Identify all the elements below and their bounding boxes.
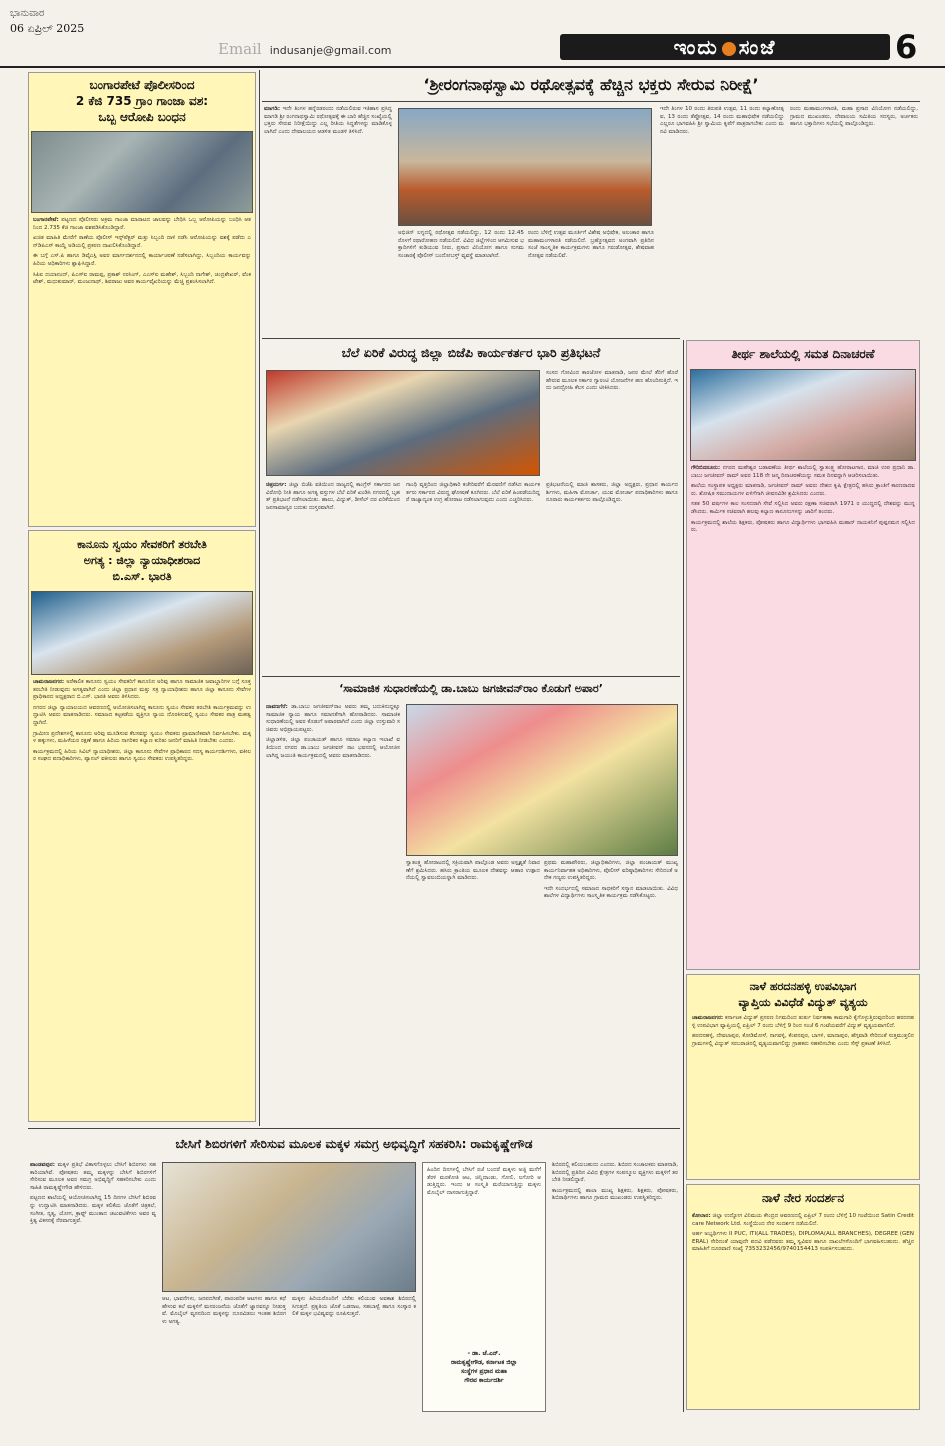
bjp-dateline: ಚಿತ್ರದುರ್ಗ:: [266, 482, 287, 488]
power-cut-body: ಚಾಮರಾಜನಗರ: ಕರ್ನಾಟಕ ವಿದ್ಯುತ್ ಪ್ರಸರಣ ನಿಗಮದಿಂದ ತುರ್ತು ನಿರ್ವಹಣಾ ಕಾಮಗಾರಿ ಕೈಗೊಳ್ಳುತ್ತಿರುವುದರಿಂದ ಹರದನಹಳ್ಳಿ ಉಪವಿಭಾಗ ವ್ಯಾಪ್ತಿಯಲ್ಲಿ ಏಪ್ರಿಲ್ 7 ರಂದು ಬೆಳಿಗ್ಗೆ 9 ರಿಂದ ಸಂಜೆ 6 ಗಂಟೆಯವರೆಗೆ ವಿದ್ಯುತ್ ವ್ಯತ್ಯಯವಾಗಲಿದೆ. ಹರದನಹಳ್ಳಿ, ದೇವಲಾಪುರ, ಕೋಡಿಮೋಳೆ, ನಾಗವಳ್ಳಿ, ಕೆಂಪನಪುರ, ಬಾಗಳಿ, ಮಾದಾಪುರ, ಹೆಗ್ಗವಾಡಿ ಸೇರಿದಂತೆ ಸುತ್ತಮುತ್ತಲಿನ ಗ್ರಾಮಗಳಲ್ಲಿ ವಿದ್ಯುತ್ ಸರಬರಾಜಿನಲ್ಲಿ ವ್ಯತ್ಯಯವಾಗಲಿದ್ದು ಗ್ರಾಹಕರು ಸಹಕರಿಸಬೇಕು ಎಂದು ಸೆಸ್ಕ್ ಪ್ರಕಟಣೆ ತಿಳಿಸಿದೆ.: [692, 1015, 915, 1047]
summer-col-2: ಆಟ, ಭಾವನೆಗಳು, ಜನಪದಗೀತೆ, ಪಾರಂಪರಿಕ ಆಟಗಳು ಹಾಗೂ ಕಥೆ ಹೇಳುವ ಕಲೆ ಮಕ್ಕಳಿಗೆ ಮನರಂಜನೆಯ ಜೊತೆಗೆ ಜ್ಞಾನವನ್ನೂ ನೀಡುತ್ತವೆ. ಮೊಬೈಲ್ ವ್ಯಸನದಿಂದ ಮಕ್ಕಳನ್ನು ದೂರವಿಡಲು ಇಂತಹ ಶಿಬಿರಗಳು ಅಗತ್ಯ.: [162, 1296, 286, 1325]
masthead-dateline: [10, 8, 210, 36]
article-bangarpet: [28, 72, 256, 527]
article-legal-training: [28, 530, 256, 1122]
bangarpet-body: ಬಂಗಾರಪೇಟೆ: ಪಟ್ಟಣದ ಪೊಲೀಸರು ಅಕ್ರಮ ಗಾಂಜಾ ಮಾರಾಟದ ಜಾಲವನ್ನು ಬೇಧಿಸಿ ಒಬ್ಬ ಆರೋಪಿಯನ್ನು ಬಂಧಿಸಿ ಆತನಿಂದ 2.735 ಕೆಜಿ ಗಾಂಜಾ ವಶಪಡಿಸಿಕೊಂಡಿದ್ದಾರೆ. ಖಚಿತ ಮಾಹಿತಿ ಮೇರೆಗೆ ಠಾಣೆಯ ಪೊಲೀಸ್ ಇನ್ಸ್‌ಪೆಕ್ಟರ್ ಮತ್ತು ಸಿಬ್ಬಂದಿ ದಾಳಿ ನಡೆಸಿ ಆರೋಪಿಯನ್ನು ವಶಕ್ಕೆ ಪಡೆದು ಎನ್‌ಡಿಪಿಎಸ್ ಕಾಯ್ದೆ ಅಡಿಯಲ್ಲಿ ಪ್ರಕರಣ ದಾಖಲಿಸಿಕೊಂಡಿದ್ದಾರೆ. ಈ ಬಗ್ಗೆ ಎಸ್.ಪಿ ಹಾಗೂ ಡಿವೈಎಸ್ಪಿ ಅವರ ಮಾರ್ಗದರ್ಶನದಲ್ಲಿ ಕಾರ್ಯಾಚರಣೆ ನಡೆಸಲಾಗಿದ್ದು, ಸಿಬ್ಬಂದಿಯ ಕಾರ್ಯವನ್ನು ಹಿರಿಯ ಅಧಿಕಾರಿಗಳು ಶ್ಲಾಘಿಸಿದ್ದಾರೆ. ಸಿಪಿಐ ದಯಾನಂದ್, ಪಿಎಸ್ಐ ರಾಮಪ್ಪ, ಪ್ರಕಾಶ್ ನರಸಿಂಗ್, ಎಎಸ್ಐ ಮಹೇಶ್, ಸಿಬ್ಬಂದಿ ನಾಗೇಶ್, ಚಂದ್ರಶೇಖರ್, ವೆಂಕಟೇಶ್, ಮಧುಕುಮಾರ್, ಮಂಜುನಾಥ್, ಶಿವರಾಜು ಅವರ ಕಾರ್ಯವೈಖರಿಯನ್ನು ಮೆಚ್ಚಿ ಪ್ರಶಂಸಿಸಲಾಗಿದೆ.: [33, 217, 251, 286]
srirangapatna-col-4: ಇದೇ ತಿಂಗಳ 10 ರಂದು ತಿರುಪತಿ ಉತ್ಸವ, 11 ರಂದು ಕಲ್ಯಾಣೋತ್ಸವ, 13 ರಂದು ತೆಪ್ಪೋತ್ಸವ, 14 ರಂದು ಮಹಾಭಿಷೇಕ ನಡೆಯಲಿದ್ದು ಎಲ್ಲರೂ ಭಾಗವಹಿಸಿ ಶ್ರೀ ಸ್ವಾಮಿಯ ಕೃಪೆಗೆ ಪಾತ್ರರಾಗಬೇಕು ಎಂದು ಮನವಿ ಮಾಡಿದರು.: [660, 106, 784, 135]
theertha-headline: ತೀರ್ಥ ಶಾಲೆಯಲ್ಲಿ ಸಮತ ದಿನಾಚರಣೆ: [731, 347, 875, 361]
bangarpet-police-photo: [31, 131, 253, 213]
headline-underline: [262, 101, 920, 102]
summer-col-1: ಪಾಂಡವಪುರ: ಮಕ್ಕಳ ಪ್ರತಿಭೆ ವಿಕಾಸಗೊಳ್ಳಲು ಬೇಸಿಗೆ ಶಿಬಿರಗಳು ಸಹಕಾರಿಯಾಗಿವೆ. ಪೋಷಕರು ತಮ್ಮ ಮಕ್ಕಳನ್ನು ಬೇಸಿಗೆ ಶಿಬಿರಗಳಿಗೆ ಸೇರಿಸುವ ಮೂಲಕ ಅವರ ಸಮಗ್ರ ಅಭಿವೃದ್ಧಿಗೆ ಸಹಕರಿಸಬೇಕು ಎಂದು ಸಾಹಿತಿ ರಾಮಕೃಷ್ಣೇಗೌಡ ಹೇಳಿದರು. ಪಟ್ಟಣದ ಶಾಲೆಯಲ್ಲಿ ಆಯೋಜಿಸಲಾಗಿದ್ದ 15 ದಿನಗಳ ಬೇಸಿಗೆ ಶಿಬಿರವನ್ನು ಉದ್ಘಾಟಿಸಿ ಮಾತನಾಡಿದರು. ಮಕ್ಕಳ ಕಲಿಕೆಯ ಜೊತೆಗೆ ಚಿತ್ರಕಲೆ, ಸಂಗೀತ, ನೃತ್ಯ, ಯೋಗ, ಕ್ರಾಫ್ಟ್ ಮುಂತಾದ ಚಟುವಟಿಕೆಗಳು ಅವರ ವ್ಯಕ್ತಿತ್ವ ವಿಕಸನಕ್ಕೆ ನೆರವಾಗುತ್ತವೆ.: [30, 1162, 156, 1225]
legal-body: ಚಾಮರಾಜನಗರ: ಅರೆಕಾಲಿಕ ಕಾನೂನು ಸ್ವಯಂ ಸೇವಕರಿಗೆ ಕಾನೂನಿನ ಅರಿವು ಹಾಗೂ ಸಾಮಾಜಿಕ ಜವಾಬ್ದಾರಿಗಳ ಬಗ್ಗೆ ಸೂಕ್ತ ತರಬೇತಿ ನೀಡುವುದು ಅಗತ್ಯವಾಗಿದೆ ಎಂದು ಜಿಲ್ಲಾ ಪ್ರಧಾನ ಮತ್ತು ಸತ್ರ ನ್ಯಾಯಾಧೀಶರು ಹಾಗೂ ಜಿಲ್ಲಾ ಕಾನೂನು ಸೇವೆಗಳ ಪ್ರಾಧಿಕಾರದ ಅಧ್ಯಕ್ಷರಾದ ಬಿ.ಎಸ್. ಭಾರತಿ ಅವರು ತಿಳಿಸಿದರು. ನಗರದ ಜಿಲ್ಲಾ ನ್ಯಾಯಾಲಯದ ಆವರಣದಲ್ಲಿ ಆಯೋಜಿಸಲಾಗಿದ್ದ ಕಾನೂನು ಸ್ವಯಂ ಸೇವಕರ ತರಬೇತಿ ಕಾರ್ಯಕ್ರಮವನ್ನು ಉದ್ಘಾಟಿಸಿ ಅವರು ಮಾತನಾಡಿದರು. ಸಮಾಜದ ಕಟ್ಟಕಡೆಯ ವ್ಯಕ್ತಿಗೂ ನ್ಯಾಯ ದೊರಕಿಸುವಲ್ಲಿ ಸ್ವಯಂ ಸೇವಕರ ಪಾತ್ರ ಮಹತ್ವದ್ದಾಗಿದೆ. ಗ್ರಾಮೀಣ ಪ್ರದೇಶಗಳಲ್ಲಿ ಕಾನೂನು ಅರಿವು ಮೂಡಿಸುವ ಕೆಲಸವನ್ನು ಸ್ವಯಂ ಸೇವಕರು ಪ್ರಾಮಾಣಿಕವಾಗಿ ನಿರ್ವಹಿಸಬೇಕು. ಮಕ್ಕಳ ಹಕ್ಕುಗಳು, ಮಹಿಳೆಯರ ರಕ್ಷಣೆ ಹಾಗೂ ಹಿರಿಯ ನಾಗರಿಕರ ಕಲ್ಯಾಣ ಕುರಿತು ಜನರಿಗೆ ಮಾಹಿತಿ ನೀಡಬೇಕು ಎಂದರು. ಕಾರ್ಯಕ್ರಮದಲ್ಲಿ ಹಿರಿಯ ಸಿವಿಲ್ ನ್ಯಾಯಾಧೀಶರು, ಜಿಲ್ಲಾ ಕಾನೂನು ಸೇವೆಗಳ ಪ್ರಾಧಿಕಾರದ ಸದಸ್ಯ ಕಾರ್ಯದರ್ಶಿಗಳು, ವಕೀಲರ ಸಂಘದ ಪದಾಧಿಕಾರಿಗಳು, ಪ್ಯಾನಲ್ ವಕೀಲರು ಹಾಗೂ ಸ್ವಯಂ ಸೇವಕರು ಉಪಸ್ಥಿತರಿದ್ದರು.: [33, 679, 251, 763]
rathotsava-photo: [398, 108, 652, 226]
column-divider: [683, 340, 684, 1412]
interview-headline: ನಾಳೆ ನೇರ ಸಂದರ್ಶನ: [761, 1191, 845, 1205]
section-rule: [262, 676, 680, 677]
srirangapatna-col-1: ಮಾಗಡಿ: ಇದೇ ತಿಂಗಳ ಹನ್ನೆರಡರಂದು ನಡೆಯಲಿರುವ ಇತಿಹಾಸ ಪ್ರಸಿದ್ಧ ಮಾಗಡಿ ಶ್ರೀ ರಂಗನಾಥಸ್ವಾಮಿ ರಥೋತ್ಸವಕ್ಕೆ ಈ ಬಾರಿ ಹೆಚ್ಚಿನ ಸಂಖ್ಯೆಯಲ್ಲಿ ಭಕ್ತರು ಸೇರುವ ನಿರೀಕ್ಷೆಯಿದ್ದು ಎಲ್ಲ ರೀತಿಯ ಸಿದ್ಧತೆಗಳನ್ನು ಮಾಡಿಕೊಳ್ಳಲಾಗಿದೆ ಎಂದು ದೇವಾಲಯದ ಆಡಳಿತ ಮಂಡಳಿ ತಿಳಿಸಿದೆ.: [264, 106, 392, 135]
summer-col-3: ಮಕ್ಕಳು ಹಿರಿಯರೊಂದಿಗೆ ಬೆರೆತು ಕಲಿಯುವ ಅವಕಾಶ ಶಿಬಿರದಲ್ಲಿ ಸಿಗುತ್ತದೆ. ಪ್ರಕೃತಿಯ ಜೊತೆ ಒಡನಾಟ, ಸಹಬಾಳ್ವೆ ಹಾಗೂ ಸಂಸ್ಕಾರ ಕಲಿಕೆ ಮಕ್ಕಳ ಭವಿಷ್ಯವನ್ನು ರೂಪಿಸುತ್ತದೆ.: [292, 1296, 416, 1318]
article-theertha: [686, 340, 920, 970]
bangarpet-headline-3: ಒಬ್ಬ ಆರೋಪಿ ಬಂಧನ: [98, 110, 186, 124]
section-rule: [262, 338, 680, 339]
logo-word-left: ಇಂದು: [673, 35, 719, 59]
email-line: [218, 40, 392, 58]
logo-word-right: ಸಂಜೆ: [738, 35, 777, 59]
section-rule: [28, 1128, 680, 1129]
srirangapatna-col-2: ಅಭಿಜಿನ್ ಲಗ್ನದಲ್ಲಿ ರಥೋತ್ಸವ ನಡೆಯಲಿದ್ದು, 12 ರಂದು 12.45 ರೊಳಗೆ ರಥಾರೋಹಣ ನಡೆಯಲಿದೆ. ವಿವಿಧ ಜಿಲ್ಲೆಗಳಿಂದ ಆಗಮಿಸುವ ಭಕ್ತಾದಿಗಳಿಗೆ ಕುಡಿಯುವ ನೀರು, ಪ್ರಸಾದ ವಿನಿಯೋಗ ಹಾಗೂ ಸುಗಮ ಸಂಚಾರಕ್ಕೆ ಪೊಲೀಸ್ ಬಂದೋಬಸ್ತ್ ವ್ಯವಸ್ಥೆ ಮಾಡಲಾಗಿದೆ.: [398, 230, 524, 259]
jagjivan-dateline: ದಾವಣಗೆರೆ:: [266, 704, 288, 710]
issue-date: 06 ಏಪ್ರಿಲ್ 2025: [10, 22, 85, 35]
column-divider: [259, 70, 260, 1126]
interview-dateline: ಕೋಲಾರ:: [692, 1213, 711, 1219]
legal-dateline: ಚಾಮರಾಜನಗರ:: [33, 679, 65, 685]
power-cut-headline-2: ವ್ಯಾಪ್ತಿಯ ವಿವಿಧೆಡೆ ವಿದ್ಯುತ್ ವ್ಯತ್ಯಯ: [738, 996, 868, 1009]
bangarpet-headline-2: 2 ಕೆಜಿ 735 ಗ್ರಾಂ ಗಾಂಜಾ ವಶ:: [75, 94, 209, 108]
bjp-col-3: ಪ್ರತಿಭಟನೆಯಲ್ಲಿ ಮಾಜಿ ಶಾಸಕರು, ಜಿಲ್ಲಾ ಅಧ್ಯಕ್ಷರು, ಪ್ರಧಾನ ಕಾರ್ಯದರ್ಶಿಗಳು, ಮಹಿಳಾ ಮೋರ್ಚಾ, ಯುವ ಮೋರ್ಚಾ ಪದಾಧಿಕಾರಿಗಳು ಹಾಗೂ ನೂರಾರು ಕಾರ್ಯಕರ್ತರು ಪಾಲ್ಗೊಂಡಿದ್ದರು.: [546, 482, 678, 504]
summer-camp-photo: [162, 1162, 416, 1292]
jagjivan-col-3: ಪ್ರಥಮ ಮಹಾಪೌರರು, ಜಿಲ್ಲಾಧಿಕಾರಿಗಳು, ಜಿಲ್ಲಾ ಪಂಚಾಯತ್ ಮುಖ್ಯ ಕಾರ್ಯನಿರ್ವಾಹಕ ಅಧಿಕಾರಿಗಳು, ಪೊಲೀಸ್ ವರಿಷ್ಠಾಧಿಕಾರಿಗಳು ಸೇರಿದಂತೆ ಅನೇಕ ಗಣ್ಯರು ಉಪಸ್ಥಿತರಿದ್ದರು. ಇದೇ ಸಂದರ್ಭದಲ್ಲಿ ಸಮಾಜದ ಸಾಧಕರಿಗೆ ಸನ್ಮಾನ ಮಾಡಲಾಯಿತು. ವಿವಿಧ ಶಾಲೆಗಳ ವಿದ್ಯಾರ್ಥಿಗಳು ಸಾಂಸ್ಕೃತಿಕ ಕಾರ್ಯಕ್ರಮ ನಡೆಸಿಕೊಟ್ಟರು.: [544, 860, 678, 900]
legal-headline-3: ಬಿ.ಎಸ್. ಭಾರತಿ: [112, 570, 172, 583]
bangarpet-dateline: ಬಂಗಾರಪೇಟೆ:: [33, 217, 59, 223]
bjp-protest-headline: ಬೆಲೆ ಏರಿಕೆ ವಿರುದ್ಧ ಜಿಲ್ಲಾ ಬಿಜೆಪಿ ಕಾರ್ಯಕರ್ತರ ಭಾರಿ ಪ್ರತಿಭಟನೆ: [341, 345, 601, 360]
legal-headline-1: ಕಾನೂನು ಸ್ವಯಂ ಸೇವಕರಿಗೆ ತರಬೇತಿ: [77, 538, 207, 551]
power-cut-dateline: ಚಾಮರಾಜನಗರ:: [692, 1015, 724, 1021]
bjp-col-2: ಗಾಂಧಿ ವೃತ್ತದಿಂದ ಜಿಲ್ಲಾಧಿಕಾರಿ ಕಚೇರಿವರೆಗೆ ಮೆರವಣಿಗೆ ನಡೆಸಿದ ಕಾರ್ಯಕರ್ತರು ಸರ್ಕಾರದ ವಿರುದ್ಧ ಘೋಷಣೆ ಕೂಗಿದರು. ಬೆಲೆ ಏರಿಕೆ ಹಿಂಪಡೆಯದಿದ್ದರೆ ರಾಜ್ಯಾದ್ಯಂತ ಉಗ್ರ ಹೋರಾಟ ನಡೆಸಲಾಗುವುದು ಎಂದು ಎಚ್ಚರಿಸಿದರು.: [406, 482, 540, 504]
interview-body: ಕೋಲಾರ: ಜಿಲ್ಲಾ ಉದ್ಯೋಗ ವಿನಿಮಯ ಕೇಂದ್ರದ ಆವರಣದಲ್ಲಿ ಏಪ್ರಿಲ್ 7 ರಂದು ಬೆಳಿಗ್ಗೆ 10 ಗಂಟೆಯಿಂದ Satin Creditcare Network Ltd. ಸಂಸ್ಥೆಯಿಂದ ನೇರ ಸಂದರ್ಶನ ನಡೆಯಲಿದೆ. ಅರ್ಹ ಅಭ್ಯರ್ಥಿಗಳು II PUC, ITI(ALL TRADES), DIPLOMA(ALL BRANCHES), DEGREE (GENERAL) ಸೇರಿದಂತೆ ಯಾವುದೇ ಪದವಿ ಪಡೆದವರು ತಮ್ಮ ಸ್ವವಿವರ ಹಾಗೂ ದಾಖಲೆಗಳೊಂದಿಗೆ ಭಾಗವಹಿಸಬಹುದು. ಹೆಚ್ಚಿನ ಮಾಹಿತಿಗೆ ದೂರವಾಣಿ ಸಂಖ್ಯೆ 7353232456/9740154413 ಸಂಪರ್ಕಿಸಬಹುದು.: [692, 1213, 914, 1253]
theertha-dateline: ಗೌರಿಬಿದನೂರು:: [691, 465, 721, 471]
bangarpet-headline-1: ಬಂಗಾರಪೇಟೆ ಪೊಲೀಸರಿಂದ: [89, 78, 195, 92]
email-label: Email: [218, 40, 262, 58]
issue-day: ಭಾನುವಾರ: [10, 8, 45, 19]
summer-dateline: ಪಾಂಡವಪುರ:: [30, 1162, 55, 1168]
summer-col-4: ಶಿಬಿರದಲ್ಲಿ ಕಲಿಯಬಹುದು ಎಂದರು. ಶಿಬಿರದ ಸಂಚಾಲಕರು ಮಾತನಾಡಿ, ಶಿಬಿರದಲ್ಲಿ ಪ್ರತಿದಿನ ವಿವಿಧ ಕ್ಷೇತ್ರಗಳ ಸಂಪನ್ಮೂಲ ವ್ಯಕ್ತಿಗಳು ಮಕ್ಕಳಿಗೆ ತರಬೇತಿ ನೀಡಲಿದ್ದಾರೆ. ಕಾರ್ಯಕ್ರಮದಲ್ಲಿ ಶಾಲಾ ಮುಖ್ಯ ಶಿಕ್ಷಕರು, ಶಿಕ್ಷಕರು, ಪೋಷಕರು, ಶಿಬಿರಾರ್ಥಿಗಳು ಹಾಗೂ ಗ್ರಾಮದ ಮುಖಂಡರು ಉಪಸ್ಥಿತರಿದ್ದರು.: [552, 1162, 678, 1202]
masthead-logo: [560, 34, 890, 60]
quote-author: - ಡಾ. ಜೆ.ಎನ್. ರಾಮಕೃಷ್ಣೇಗೌಡ, ಕರ್ನಾಟಕ ಜಿಲ್ಲಾ ಸಂಸ್ಥೆಗಳ ಪ್ರಧಾನ ಮಹಾ ಗೌರವ ಕಾರ್ಯದರ್ಶಿ: [450, 1350, 518, 1384]
protest-photo: [266, 370, 540, 476]
jagjivan-col-2: ಸ್ವಾತಂತ್ರ್ಯ ಹೋರಾಟದಲ್ಲಿ ಸಕ್ರಿಯವಾಗಿ ಪಾಲ್ಗೊಂಡ ಅವರು ಅಸ್ಪೃಶ್ಯತೆ ನಿವಾರಣೆಗೆ ಶ್ರಮಿಸಿದರು. ಹಸಿರು ಕ್ರಾಂತಿಯ ಮೂಲಕ ದೇಶವನ್ನು ಆಹಾರ ಉತ್ಪಾದನೆಯಲ್ಲಿ ಸ್ವಾವಲಂಬಿಯನ್ನಾಗಿ ಮಾಡಿದರು.: [406, 860, 540, 882]
article-power-cut: [686, 974, 920, 1180]
page-number: 6: [895, 28, 918, 66]
power-cut-headline-1: ನಾಳೆ ಹರದನಹಳ್ಳಿ ಉಪವಿಭಾಗ: [749, 980, 857, 993]
sun-icon: [722, 42, 736, 56]
email-address[interactable]: indusanje@gmail.com: [269, 44, 392, 57]
legal-event-photo: [31, 591, 253, 675]
srirangapatna-col-3: ರಂದು ಬೆಳಿಗ್ಗೆ ಉತ್ಸವ ಮೂರ್ತಿಗೆ ವಿಶೇಷ ಅಭಿಷೇಕ, ಅಲಂಕಾರ ಹಾಗೂ ಮಹಾಮಂಗಳಾರತಿ ನಡೆಯಲಿದೆ. ಬ್ರಹ್ಮೋತ್ಸವದ ಅಂಗವಾಗಿ ಪ್ರತಿದಿನ ಸಂಜೆ ಸಾಂಸ್ಕೃತಿಕ ಕಾರ್ಯಕ್ರಮಗಳು ಹಾಗೂ ಗರುಡೋತ್ಸವ, ಶೇಷವಾಹನೋತ್ಸವ ನಡೆಯಲಿವೆ.: [528, 230, 654, 259]
legal-headline-2: ಅಗತ್ಯ : ಜಿಲ್ಲಾ ನ್ಯಾಯಾಧೀಶರಾದ: [83, 554, 201, 567]
summer-camp-headline: ಬೇಸಿಗೆ ಶಿಬಿರಗಳಿಗೆ ಸೇರಿಸುವ ಮೂಲಕ ಮಕ್ಕಳ ಸಮಗ್ರ ಅಭಿವೃದ್ಧಿಗೆ ಸಹಕರಿಸಿ: ರಾಮಕೃಷ್ಣೇಗೌಡ: [175, 1137, 533, 1151]
theertha-school-photo: [690, 369, 916, 461]
theertha-body: ಗೌರಿಬಿದನೂರು: ನಗರದ ಮಹೇಶ್ವರ ಬಡಾವಣೆಯ ತೀರ್ಥ ಶಾಲೆಯಲ್ಲಿ ಸ್ವಾತಂತ್ರ್ಯ ಹೋರಾಟಗಾರ, ಮಾಜಿ ಉಪ ಪ್ರಧಾನಿ ಡಾ. ಬಾಬು ಜಗಜೀವನ್ ರಾಮ್ ಅವರ 118 ನೇ ಜನ್ಮ ದಿನಾಚರಣೆಯನ್ನು ಸಮತ ದಿನವನ್ನಾಗಿ ಆಚರಿಸಲಾಯಿತು. ಶಾಲೆಯ ಸಂಸ್ಥಾಪಕ ಅಧ್ಯಕ್ಷರು ಮಾತನಾಡಿ, ಜಗಜೀವನ್ ರಾಮ್ ಅವರು ದೇಶದ ಕೃಷಿ ಕ್ಷೇತ್ರದಲ್ಲಿ ಹಸಿರು ಕ್ರಾಂತಿಗೆ ಕಾರಣರಾದವರು. ಶೋಷಿತ ಸಮುದಾಯಗಳ ಏಳಿಗೆಗಾಗಿ ಜೀವನವಿಡೀ ಶ್ರಮಿಸಿದರು ಎಂದರು. ಸತತ 50 ವರ್ಷಗಳ ಕಾಲ ಸಂಸದರಾಗಿ ಸೇವೆ ಸಲ್ಲಿಸಿದ ಅವರು ರಕ್ಷಣಾ ಸಚಿವರಾಗಿ 1971 ರ ಯುದ್ಧದಲ್ಲಿ ದೇಶವನ್ನು ಮುನ್ನಡೆಸಿದರು. ಕಾರ್ಮಿಕ ಸಚಿವರಾಗಿ ಹಲವು ಕಲ್ಯಾಣ ಕಾನೂನುಗಳನ್ನು ಜಾರಿಗೆ ತಂದರು. ಕಾರ್ಯಕ್ರಮದಲ್ಲಿ ಶಾಲೆಯ ಶಿಕ್ಷಕರು, ಪೋಷಕರು ಹಾಗೂ ವಿದ್ಯಾರ್ಥಿಗಳು ಭಾಗವಹಿಸಿ ಮಹಾನ್ ನಾಯಕನಿಗೆ ಪುಷ್ಪನಮನ ಸಲ್ಲಿಸಿದರು.: [691, 465, 915, 534]
jagjivan-col-1: ದಾವಣಗೆರೆ: ಡಾ.ಬಾಬು ಜಗಜೀವನ್‌ರಾಂ ಅವರು ತಮ್ಮ ಬದುಕಿನುದ್ದಕ್ಕೂ ಸಾಮಾಜಿಕ ನ್ಯಾಯ ಹಾಗೂ ಸಮಾನತೆಗಾಗಿ ಹೋರಾಡಿದರು. ಸಾಮಾಜಿಕ ಸುಧಾರಣೆಯಲ್ಲಿ ಅವರ ಕೊಡುಗೆ ಅಪಾರವಾಗಿದೆ ಎಂದು ಜಿಲ್ಲಾ ಉಸ್ತುವಾರಿ ಸಚಿವರು ಅಭಿಪ್ರಾಯಪಟ್ಟರು. ಜಿಲ್ಲಾಡಳಿತ, ಜಿಲ್ಲಾ ಪಂಚಾಯತ್ ಹಾಗೂ ಸಮಾಜ ಕಲ್ಯಾಣ ಇಲಾಖೆ ವತಿಯಿಂದ ನಗರದ ಡಾ.ಬಾಬು ಜಗಜೀವನ್ ರಾಂ ಭವನದಲ್ಲಿ ಆಯೋಜಿಸಲಾಗಿದ್ದ ಜಯಂತಿ ಕಾರ್ಯಕ್ರಮದಲ್ಲಿ ಅವರು ಮಾತನಾಡಿದರು.: [266, 704, 400, 759]
srirangapatna-headline: ‘ಶ್ರೀರಂಗನಾಥಸ್ವಾಮಿ ರಥೋತ್ಸವಕ್ಕೆ ಹೆಚ್ಚಿನ ಭಕ್ತರು ಸೇರುವ ನಿರೀಕ್ಷೆ’: [423, 75, 759, 94]
bjp-col-right-top: ಸಂಸದ ಗೋವಿಂದ ಕಾರಜೋಳ ಮಾತನಾಡಿ, ಜನರ ಮೇಲೆ ತೆರಿಗೆ ಹೊರೆ ಹೇರುವ ಮೂಲಕ ಸರ್ಕಾರ ಗ್ಯಾರಂಟಿ ಯೋಜನೆಗಳ ಹಣ ಹೊಂದಿಸುತ್ತಿದೆ. ಇದು ಜನದ್ರೋಹಿ ಕೆಲಸ ಎಂದು ಟೀಕಿಸಿದರು.: [546, 370, 678, 392]
header-rule: [0, 66, 945, 68]
quote-text: ಹಿಂದಿನ ದಿನಗಳಲ್ಲಿ ಬೇಸಿಗೆ ರಜೆ ಬಂದರೆ ಮಕ್ಕಳು ಅಜ್ಜಿ ಮನೆಗೆ ತೆರಳಿ ಮರಕೋತಿ ಆಟ, ಚಿನ್ನಿದಾಂಡು, ಗೋಲಿ, ಲಗೋರಿ ಆಡುತ್ತಿದ್ದರು. ಇಂದು ಆ ಸಂಸ್ಕೃತಿ ಮರೆಯಾಗುತ್ತಿದ್ದು ಮಕ್ಕಳು ಮೊಬೈಲ್ ದಾಸರಾಗುತ್ತಿದ್ದಾರೆ.: [427, 1167, 541, 1196]
jagjivan-headline: ‘ಸಾಮಾಜಿಕ ಸುಧಾರಣೆಯಲ್ಲಿ ಡಾ.ಬಾಬು ಜಗಜೀವನ್‌ರಾಂ ಕೊಡುಗೆ ಅಪಾರ’: [339, 682, 603, 695]
article-interview: [686, 1184, 920, 1410]
jagjivan-stage-photo: [406, 704, 678, 856]
bjp-col-1: ಚಿತ್ರದುರ್ಗ: ಜಿಲ್ಲಾ ಬಿಜೆಪಿ ವತಿಯಿಂದ ರಾಜ್ಯದಲ್ಲಿ ಕಾಂಗ್ರೆಸ್ ಸರ್ಕಾರದ ಜನವಿರೋಧಿ ನೀತಿ ಹಾಗೂ ಅಗತ್ಯ ವಸ್ತುಗಳ ಬೆಲೆ ಏರಿಕೆ ಖಂಡಿಸಿ ನಗರದಲ್ಲಿ ಬೃಹತ್ ಪ್ರತಿಭಟನೆ ನಡೆಸಲಾಯಿತು. ಹಾಲು, ವಿದ್ಯುತ್, ಡೀಸೆಲ್ ದರ ಏರಿಕೆಯಿಂದ ಜನಸಾಮಾನ್ಯರ ಬದುಕು ದುಸ್ತರವಾಗಿದೆ.: [266, 482, 400, 511]
quote-box: [422, 1162, 546, 1412]
srirangapatna-dateline: ಮಾಗಡಿ:: [264, 106, 281, 112]
srirangapatna-col-5: ರಂದು ಮಹಾಮಂಗಳಾರತಿ, ಮಹಾ ಪ್ರಸಾದ ವಿನಿಯೋಗ ನಡೆಯಲಿದ್ದು, ಗ್ರಾಮದ ಮುಖಂಡರು, ದೇವಾಲಯ ಸಮಿತಿಯ ಸದಸ್ಯರು, ಅರ್ಚಕರು ಹಾಗೂ ಭಕ್ತಾದಿಗಳು ಸಭೆಯಲ್ಲಿ ಪಾಲ್ಗೊಂಡಿದ್ದರು.: [790, 106, 918, 128]
